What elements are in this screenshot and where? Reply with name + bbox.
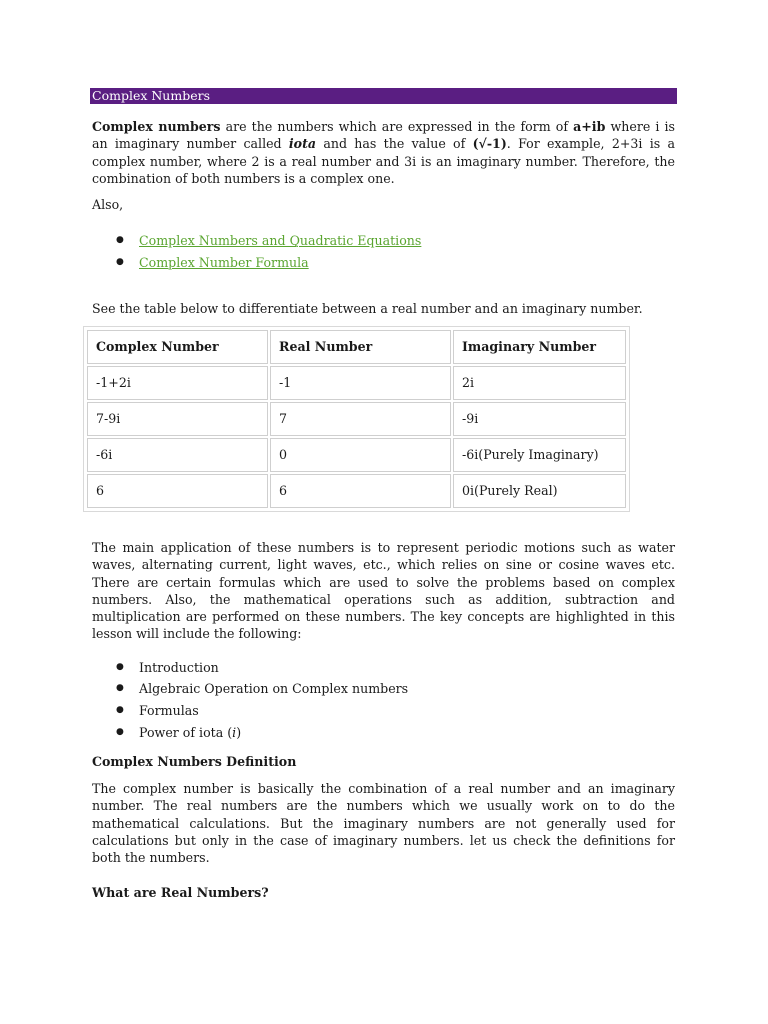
intro-paragraph: Complex numbers are the numbers which are expressed in the form of a+ib where i is an imaginary number called iota and has the value of (√-1). For example, 2+3i is a complex number, where 2 is a real number and 3i is an imaginary number. Therefore, the combination of both numbers is a complex one. <box>92 119 675 186</box>
list-item <box>92 657 675 679</box>
intro-form: a+ib <box>573 119 606 134</box>
table-row <box>87 438 626 472</box>
intro-iota: iota <box>288 136 317 152</box>
definition-heading: Complex Numbers Definition <box>92 754 297 770</box>
table-row <box>87 366 626 400</box>
table-cell: -6i <box>87 438 268 472</box>
list-item <box>92 678 675 700</box>
intro-value: (√-1) <box>472 136 507 152</box>
bullet-icon: ● <box>116 683 124 694</box>
table-header-row <box>87 330 626 364</box>
table-cell: -9i <box>453 402 626 436</box>
table-lead-text: See the table below to differentiate between a real number and an imaginary number. <box>92 300 643 316</box>
topics-list <box>92 657 675 743</box>
table-row <box>87 474 626 508</box>
table-cell: 7 <box>270 402 451 436</box>
bullet-icon: ● <box>116 704 124 715</box>
application-paragraph: The main application of these numbers is to represent periodic motions such as water waves, alternating current, light waves, etc., which relies on sine or cosine waves etc. There are certain formulas which are used to solve the problems based on complex numbers. Also, the mathematical operations such as addition, subtraction and multiplication are performed on these numbers. The key concepts are highlighted in this lesson will include the following: <box>92 539 675 642</box>
table-cell: 0i(Purely Real) <box>453 474 626 508</box>
table-cell: 2i <box>453 366 626 400</box>
table-cell: -1 <box>270 366 451 400</box>
link-complex-quadratic[interactable]: Complex Numbers and Quadratic Equations <box>139 233 422 249</box>
topic-label: Algebraic Operation on Complex numbers <box>139 681 409 697</box>
list-item <box>92 252 675 274</box>
comparison-table-wrapper <box>83 326 630 512</box>
topic-label: Formulas <box>139 702 199 718</box>
bullet-icon: ● <box>116 257 124 268</box>
list-item <box>92 722 675 744</box>
list-item <box>92 230 675 252</box>
bullet-icon: ● <box>116 235 124 246</box>
intro-term: Complex numbers <box>92 119 221 134</box>
also-label: Also, <box>92 197 124 213</box>
topic-label: Introduction <box>139 659 219 675</box>
comparison-table <box>85 328 628 510</box>
table-cell: 7-9i <box>87 402 268 436</box>
header-real: Real Number <box>270 330 451 364</box>
header-imaginary: Imaginary Number <box>453 330 626 364</box>
bullet-icon: ● <box>116 661 124 672</box>
list-item <box>92 700 675 722</box>
table-cell: 0 <box>270 438 451 472</box>
table-cell: -1+2i <box>87 366 268 400</box>
document-page <box>92 88 675 901</box>
real-numbers-heading: What are Real Numbers? <box>92 884 269 900</box>
link-complex-formula[interactable]: Complex Number Formula <box>139 255 309 271</box>
table-cell: 6 <box>87 474 268 508</box>
topic-label: Power of iota (i) <box>139 724 242 740</box>
table-cell: 6 <box>270 474 451 508</box>
related-links-list <box>92 230 675 273</box>
table-row <box>87 402 626 436</box>
definition-paragraph: The complex number is basically the combination of a real number and an imaginary number. The real numbers are the numbers which we usually work on to do the mathematical calculations. But the imaginary numbers are not generally used for calculations but only in the case of imaginary numbers. let us check the definitions for both the numbers. <box>92 781 675 866</box>
header-complex: Complex Number <box>87 330 268 364</box>
bullet-icon: ● <box>116 726 124 737</box>
section-title-bar: Complex Numbers <box>90 88 677 104</box>
table-cell: -6i(Purely Imaginary) <box>453 438 626 472</box>
